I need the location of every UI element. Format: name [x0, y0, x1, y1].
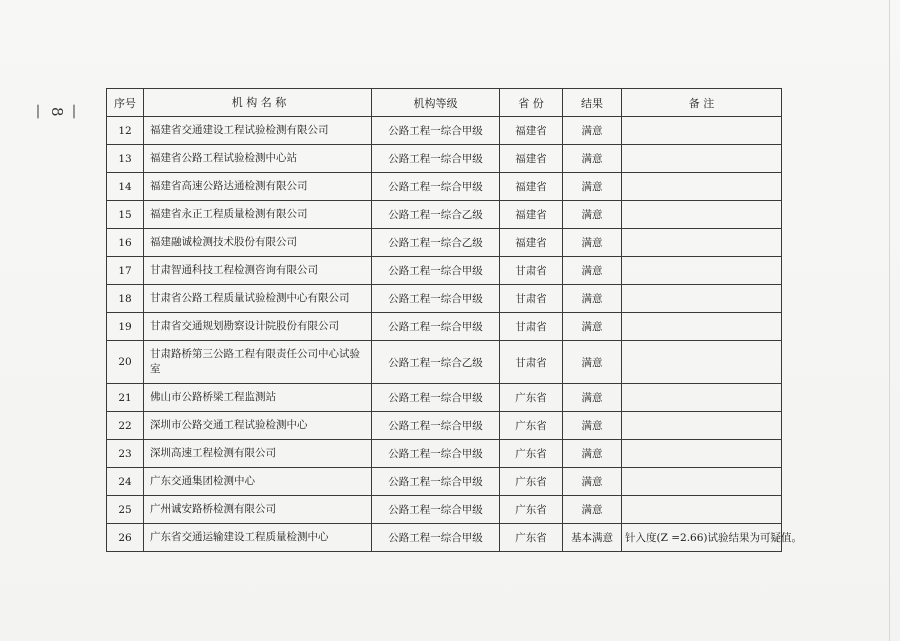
cell-note [622, 117, 782, 145]
cell-province: 福建省 [500, 229, 563, 257]
header-name: 机 构 名 称 [144, 89, 372, 117]
cell-name: 甘肃省交通规划勘察设计院股份有限公司 [144, 313, 372, 341]
cell-note [622, 468, 782, 496]
cell-province: 福建省 [500, 145, 563, 173]
page-edge [889, 0, 890, 641]
cell-province: 甘肃省 [500, 285, 563, 313]
institution-results-table [106, 88, 803, 552]
table-row [107, 173, 782, 201]
cell-province: 甘肃省 [500, 257, 563, 285]
cell-result: 满意 [563, 285, 622, 313]
cell-province: 广东省 [500, 496, 563, 524]
cell-grade: 公路工程一综合甲级 [372, 117, 500, 145]
cell-result: 满意 [563, 313, 622, 341]
cell-no: 17 [107, 257, 144, 285]
cell-no: 18 [107, 285, 144, 313]
cell-result: 满意 [563, 412, 622, 440]
cell-grade: 公路工程一综合甲级 [372, 440, 500, 468]
cell-no: 15 [107, 201, 144, 229]
cell-note [622, 341, 782, 384]
cell-note [622, 285, 782, 313]
cell-province: 广东省 [500, 384, 563, 412]
cell-name: 深圳市公路交通工程试验检测中心 [144, 412, 372, 440]
cell-result: 满意 [563, 384, 622, 412]
cell-grade: 公路工程一综合甲级 [372, 384, 500, 412]
cell-no: 23 [107, 440, 144, 468]
cell-province: 甘肃省 [500, 313, 563, 341]
cell-province: 福建省 [500, 201, 563, 229]
cell-no: 20 [107, 341, 144, 384]
cell-note [622, 496, 782, 524]
cell-result: 满意 [563, 173, 622, 201]
cell-grade: 公路工程一综合甲级 [372, 412, 500, 440]
cell-result: 满意 [563, 257, 622, 285]
cell-name: 佛山市公路桥梁工程监测站 [144, 384, 372, 412]
cell-no: 21 [107, 384, 144, 412]
cell-name: 福建省高速公路达通检测有限公司 [144, 173, 372, 201]
cell-name: 甘肃智通科技工程检测咨询有限公司 [144, 257, 372, 285]
cell-name: 广东省交通运输建设工程质量检测中心 [144, 524, 372, 552]
cell-name: 广州诚安路桥检测有限公司 [144, 496, 372, 524]
cell-province: 广东省 [500, 524, 563, 552]
table-row [107, 229, 782, 257]
cell-name: 福建融诚检测技术股份有限公司 [144, 229, 372, 257]
cell-grade: 公路工程一综合甲级 [372, 257, 500, 285]
table-row [107, 440, 782, 468]
cell-note [622, 229, 782, 257]
cell-result: 基本满意 [563, 524, 622, 552]
cell-name: 甘肃省公路工程质量试验检测中心有限公司 [144, 285, 372, 313]
header-grade: 机构等级 [372, 89, 500, 117]
table-row [107, 412, 782, 440]
cell-name: 广东交通集团检测中心 [144, 468, 372, 496]
header-result: 结果 [563, 89, 622, 117]
cell-no: 22 [107, 412, 144, 440]
table-row [107, 496, 782, 524]
table-row [107, 145, 782, 173]
cell-result: 满意 [563, 229, 622, 257]
cell-name: 福建省永正工程质量检测有限公司 [144, 201, 372, 229]
cell-result: 满意 [563, 341, 622, 384]
cell-note [622, 313, 782, 341]
table-row [107, 285, 782, 313]
cell-no: 14 [107, 173, 144, 201]
page-number: — 8 — [30, 104, 84, 121]
cell-province: 福建省 [500, 173, 563, 201]
cell-grade: 公路工程一综合甲级 [372, 313, 500, 341]
cell-note: 针入度(Z =2.66)试验结果为可疑值。 [622, 524, 782, 552]
cell-grade: 公路工程一综合乙级 [372, 341, 500, 384]
table-row [107, 257, 782, 285]
cell-result: 满意 [563, 201, 622, 229]
cell-note [622, 201, 782, 229]
cell-result: 满意 [563, 145, 622, 173]
table-row [107, 384, 782, 412]
cell-no: 19 [107, 313, 144, 341]
cell-province: 广东省 [500, 440, 563, 468]
cell-name: 福建省公路工程试验检测中心站 [144, 145, 372, 173]
cell-grade: 公路工程一综合甲级 [372, 496, 500, 524]
cell-no: 25 [107, 496, 144, 524]
table-row [107, 341, 782, 384]
table-row [107, 201, 782, 229]
cell-no: 26 [107, 524, 144, 552]
cell-grade: 公路工程一综合甲级 [372, 524, 500, 552]
cell-note [622, 412, 782, 440]
cell-grade: 公路工程一综合甲级 [372, 145, 500, 173]
cell-province: 甘肃省 [500, 341, 563, 384]
cell-grade: 公路工程一综合甲级 [372, 285, 500, 313]
cell-grade: 公路工程一综合甲级 [372, 173, 500, 201]
header-province: 省 份 [500, 89, 563, 117]
page-number-text: 8 [48, 106, 66, 119]
cell-name: 深圳高速工程检测有限公司 [144, 440, 372, 468]
cell-province: 福建省 [500, 117, 563, 145]
cell-result: 满意 [563, 496, 622, 524]
cell-note [622, 145, 782, 173]
table-row [107, 313, 782, 341]
table-header-row [107, 89, 782, 117]
cell-note [622, 440, 782, 468]
cell-note [622, 384, 782, 412]
header-no: 序号 [107, 89, 144, 117]
table-row [107, 117, 782, 145]
cell-note [622, 173, 782, 201]
cell-grade: 公路工程一综合乙级 [372, 229, 500, 257]
table-row [107, 524, 782, 552]
cell-result: 满意 [563, 440, 622, 468]
cell-no: 16 [107, 229, 144, 257]
cell-note [622, 257, 782, 285]
cell-province: 广东省 [500, 412, 563, 440]
cell-result: 满意 [563, 468, 622, 496]
table-row [107, 468, 782, 496]
cell-result: 满意 [563, 117, 622, 145]
cell-grade: 公路工程一综合乙级 [372, 201, 500, 229]
cell-grade: 公路工程一综合甲级 [372, 468, 500, 496]
header-note: 备 注 [622, 89, 782, 117]
cell-no: 13 [107, 145, 144, 173]
cell-province: 广东省 [500, 468, 563, 496]
cell-name: 福建省交通建设工程试验检测有限公司 [144, 117, 372, 145]
cell-name: 甘肃路桥第三公路工程有限责任公司中心试验室 [144, 341, 372, 384]
cell-no: 24 [107, 468, 144, 496]
cell-no: 12 [107, 117, 144, 145]
